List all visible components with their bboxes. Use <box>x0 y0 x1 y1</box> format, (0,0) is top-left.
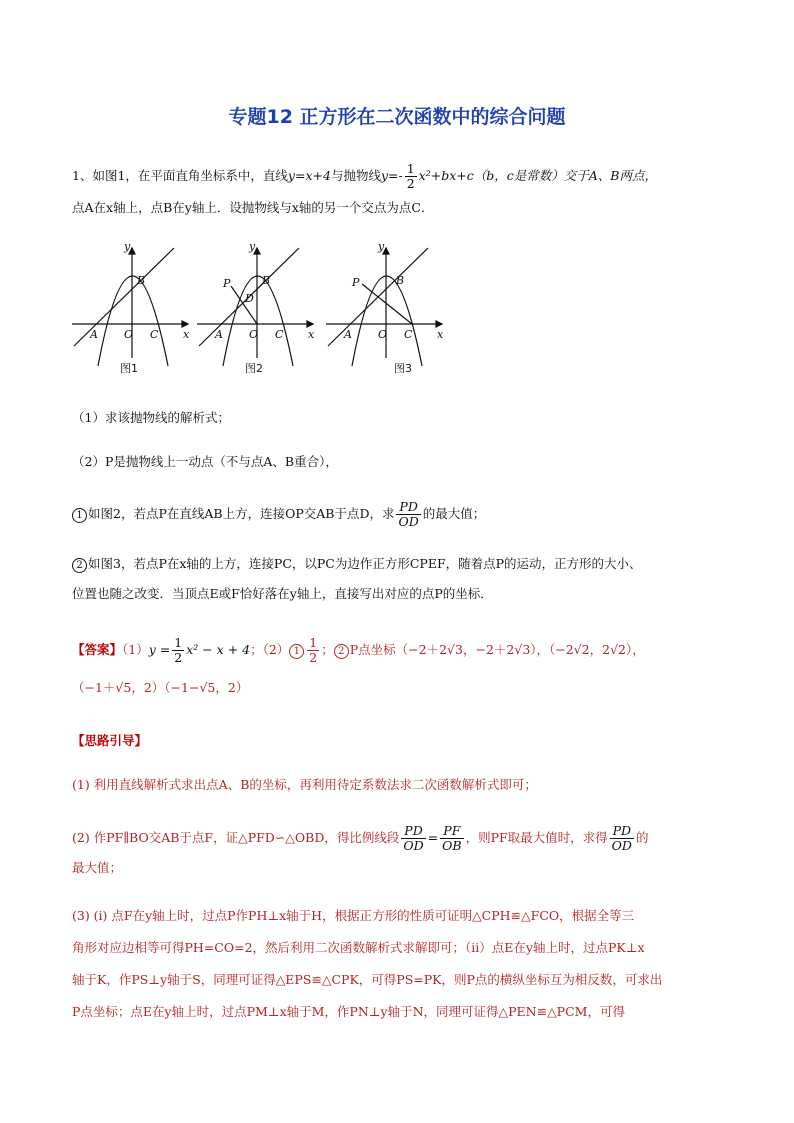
line-equation: y=x+4 <box>287 168 331 183</box>
label-x: x <box>437 328 444 341</box>
label-x: x <box>183 328 190 341</box>
guide-step1: (1) 利用直线解析式求出点A、B的坐标，再利用待定系数法求二次函数解析式即可； <box>72 777 537 792</box>
label-y: y <box>249 240 256 253</box>
guide-step2-line2: 最大值； <box>72 860 123 875</box>
question-2: （2）P是抛物线上一动点（不与点A、B重合）， <box>72 454 338 469</box>
label-x: x <box>308 328 315 341</box>
label-o: O <box>249 328 259 341</box>
guide-step3-line2: 角形对应边相等可得PH=CO=2，然后利用二次函数解析式求解即可；（ii）点E在y轴上时，过点PK⊥x <box>72 940 645 955</box>
label-y: y <box>378 240 385 253</box>
answer-eq-lhs: y = <box>148 642 171 657</box>
answer-eq-fraction <box>172 636 184 665</box>
question-2b-line1 <box>72 554 642 574</box>
fraction-numerator: 1 <box>406 161 415 176</box>
parabola-suffix: x²+bx+c（b，c是常数）交于A、B两点， <box>418 168 657 183</box>
label-y: y <box>124 240 131 253</box>
fraction-denominator: 2 <box>309 650 318 665</box>
answer-half-fraction <box>307 636 319 665</box>
fraction-numerator: PF <box>440 824 463 839</box>
answer-coords-line2: （−1＋√5，2）（−1−√5，2） <box>72 680 249 695</box>
answer-eq-rhs: x² − x + 4 <box>186 642 251 657</box>
circled-number-2: 2 <box>334 644 349 659</box>
question-2a-text: 如图2，若点P在直线AB上方，连接OP交AB于点D，求 <box>88 506 395 521</box>
label-b: B <box>137 274 146 287</box>
label-b: B <box>262 274 271 287</box>
fraction-pd-od-2 <box>610 824 634 853</box>
fraction-denominator: OD <box>611 838 632 853</box>
label-p: P <box>223 277 231 290</box>
guide-step2-text-a: (2) 作PF∥BO交AB于点F，证△PFD∽△OBD，得比例线段 <box>72 830 400 845</box>
question-2a-tail: 的最大值； <box>422 506 486 521</box>
question-2b-text: 如图3，若点P在x轴的上方，连接PC，以PC为边作正方形CPEF，随着点P的运动，正方形的大小、 <box>88 556 642 571</box>
label-o: O <box>124 328 134 341</box>
segment-pc <box>362 284 412 324</box>
fraction-numerator: PD <box>401 824 425 839</box>
question-2b-line2: 位置也随之改变．当顶点E或F恰好落在y轴上，直接写出对应的点P的坐标． <box>72 586 493 601</box>
problem-intro <box>72 162 657 191</box>
figure-1 <box>72 248 188 366</box>
circled-number-2: 2 <box>72 558 87 573</box>
fraction-numerator: 1 <box>309 635 318 650</box>
circled-number-1: 1 <box>289 644 304 659</box>
figure-1-caption: 图1 <box>120 362 138 375</box>
fraction-half <box>405 162 417 191</box>
guide-step3-line3: 轴于K，作PS⊥y轴于S，同理可证得△EPS≌△CPK，可得PS=PK，则P点的横纵坐标互为相反数，可求出 <box>72 972 663 987</box>
label-d: D <box>245 292 254 305</box>
fraction-pf-ob <box>440 824 463 853</box>
answer-part1-label: （1） <box>122 642 149 657</box>
x-arrow <box>182 321 188 327</box>
fraction-numerator: PD <box>610 824 634 839</box>
fraction-pd-od <box>401 824 425 853</box>
guide-step2-text-b: ，则PF取最大值时，求得 <box>465 830 608 845</box>
fraction-pd-od <box>396 500 420 529</box>
guide-step3-line4: P点坐标；点E在y轴上时，过点PM⊥x轴于M，作PN⊥y轴于N，同理可证得△PEN≌△PCM，可得 <box>72 1004 625 1019</box>
fraction-numerator: 1 <box>174 635 183 650</box>
figure-2 <box>197 240 315 375</box>
fraction-denominator: 2 <box>174 650 183 665</box>
answer-part2-label: ；（2） <box>250 642 290 657</box>
answer-tag: 【答案】 <box>72 642 123 657</box>
fraction-denominator: 2 <box>406 176 415 191</box>
x-arrow <box>436 321 442 327</box>
question-1: （1）求该抛物线的解析式； <box>72 410 230 425</box>
label-c: C <box>275 328 284 341</box>
guide-step2-text-c: 的 <box>635 830 649 845</box>
figure-3 <box>326 240 444 375</box>
figure-1-labels <box>89 240 190 341</box>
label-p: P <box>352 276 360 289</box>
parabola <box>352 276 422 366</box>
intro-text-a: 1、如图1，在平面直角坐标系中，直线 <box>72 168 288 183</box>
figures-panel <box>70 238 450 378</box>
fraction-denominator: OB <box>442 838 462 853</box>
guide-step2 <box>72 824 648 853</box>
label-a: A <box>344 328 352 341</box>
guide-tag: 【思路引导】 <box>72 733 148 748</box>
fraction-denominator: OD <box>403 838 424 853</box>
fraction-numerator: PD <box>396 500 420 515</box>
label-b: B <box>396 274 405 287</box>
figure-3-caption: 图3 <box>394 362 412 375</box>
figure-2-caption: 图2 <box>245 362 263 375</box>
answer-line1 <box>72 636 645 665</box>
circled-number-1: 1 <box>72 508 87 523</box>
intro-text-b: 与抛物线 <box>330 168 381 183</box>
equals-sign: = <box>427 830 439 845</box>
question-2a <box>72 500 485 529</box>
answer-separator: ； <box>321 642 334 657</box>
label-a: A <box>90 328 98 341</box>
parabola-prefix: y=- <box>380 168 403 183</box>
answer-coords-line1: P点坐标（−2＋2√3，−2＋2√3），（−2√2，2√2）， <box>349 642 645 657</box>
x-arrow <box>307 321 313 327</box>
label-a: A <box>215 328 223 341</box>
problem-line2: 点A在x轴上，点B在y轴上．设抛物线与x轴的另一个交点为点C． <box>72 200 434 215</box>
label-c: C <box>404 328 413 341</box>
parabola <box>98 276 168 366</box>
label-o: O <box>378 328 388 341</box>
label-c: C <box>150 328 159 341</box>
guide-step3-line1: (3) (i) 点F在y轴上时，过点P作PH⊥x轴于H，根据正方形的性质可证明△CPH≌△FCO，根据全等三 <box>72 908 635 923</box>
page-title: 专题12 正方形在二次函数中的综合问题 <box>228 106 566 128</box>
fraction-denominator: OD <box>398 514 419 529</box>
